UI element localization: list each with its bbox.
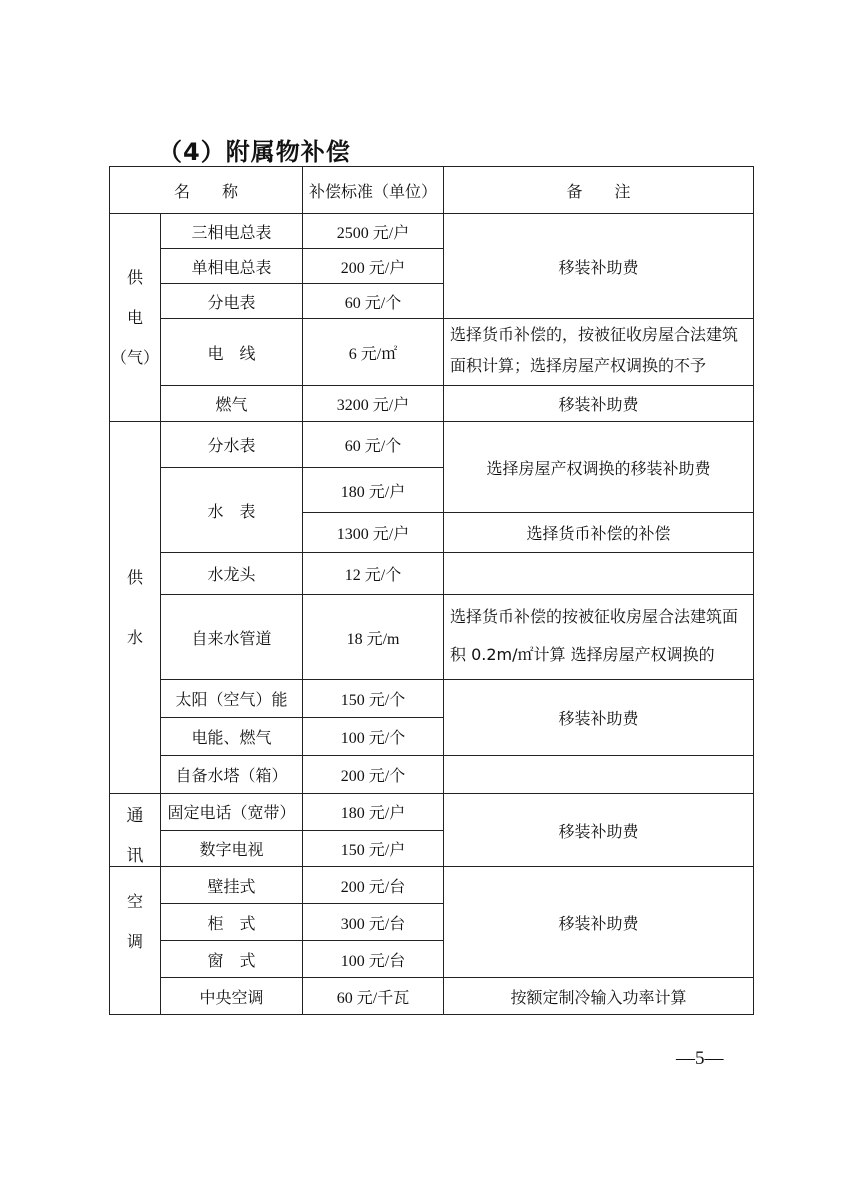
item-name: 太阳（空气）能 [161,680,303,718]
item-note [444,595,754,680]
item-name: 水 表 [161,468,303,553]
table-row [110,595,754,680]
table-row [110,756,754,794]
item-name: 单相电总表 [161,249,303,284]
item-standard: 60 元/个 [303,284,444,319]
item-name: 分水表 [161,422,303,468]
item-name: 三相电总表 [161,214,303,249]
section-heading: （4）附属物补偿 [158,138,351,166]
item-name: 电 线 [161,319,303,386]
item-note-text: 选择货币补偿的按被征收房屋合法建筑面积 0.2m/㎡计算 选择房屋产权调换的 [450,607,739,664]
compensation-table [109,166,754,1015]
header-note: 备 注 [444,167,754,214]
item-standard: 3200 元/户 [303,386,444,422]
table-row [110,680,754,718]
item-standard: 200 元/台 [303,867,444,904]
item-name: 分电表 [161,284,303,319]
table-row [110,422,754,468]
item-name: 柜 式 [161,904,303,941]
group-label-ac: 空 调 [110,867,161,1015]
item-note: 移装补助费 [444,214,754,319]
item-note: 选择货币补偿的补偿 [444,513,754,553]
item-note: 移装补助费 [444,867,754,978]
table-row [110,978,754,1015]
table-row [110,386,754,422]
table-row [110,553,754,595]
item-note: 移装补助费 [444,680,754,756]
item-standard: 150 元/户 [303,830,444,867]
item-standard: 180 元/户 [303,794,444,831]
item-note: 按额定制冷输入功率计算 [444,978,754,1015]
item-standard: 60 元/个 [303,422,444,468]
item-name: 中央空调 [161,978,303,1015]
group-label-comm: 通 讯 [110,794,161,867]
table-row [110,214,754,249]
item-standard: 1300 元/户 [303,513,444,553]
item-standard: 6 元/㎡ [303,319,444,386]
item-name: 燃气 [161,386,303,422]
item-standard: 2500 元/户 [303,214,444,249]
table-row [110,794,754,831]
item-note-text: 选择货币补偿的，按被征收房屋合法建筑面积计算；选择房屋产权调换的不予 [450,325,739,375]
item-standard: 200 元/个 [303,756,444,794]
item-name: 电能、燃气 [161,718,303,756]
item-standard: 300 元/台 [303,904,444,941]
item-note: 移装补助费 [444,386,754,422]
item-standard: 12 元/个 [303,553,444,595]
item-name: 水龙头 [161,553,303,595]
item-note-empty [444,553,754,595]
item-name: 固定电话（宽带） [161,794,303,831]
item-note-empty [444,756,754,794]
item-note: 移装补助费 [444,794,754,867]
table-row [110,319,754,386]
item-name: 数字电视 [161,830,303,867]
item-name: 自来水管道 [161,595,303,680]
table-row [110,867,754,904]
item-name: 自备水塔（箱） [161,756,303,794]
item-standard: 60 元/千瓦 [303,978,444,1015]
group-label-water: 供 水 [110,422,161,794]
item-name: 壁挂式 [161,867,303,904]
item-standard: 200 元/户 [303,249,444,284]
page-number: —5— [676,1048,724,1069]
item-standard: 100 元/个 [303,718,444,756]
item-name: 窗 式 [161,941,303,978]
item-standard: 18 元/m [303,595,444,680]
table-header-row [110,167,754,214]
item-standard: 100 元/台 [303,941,444,978]
item-note [444,319,754,386]
header-name: 名 称 [110,167,303,214]
item-standard: 150 元/个 [303,680,444,718]
item-note: 选择房屋产权调换的移装补助费 [444,422,754,513]
item-standard: 180 元/户 [303,468,444,513]
group-label-power: 供 电 （气） [110,214,161,422]
header-standard: 补偿标准（单位） [303,167,444,214]
